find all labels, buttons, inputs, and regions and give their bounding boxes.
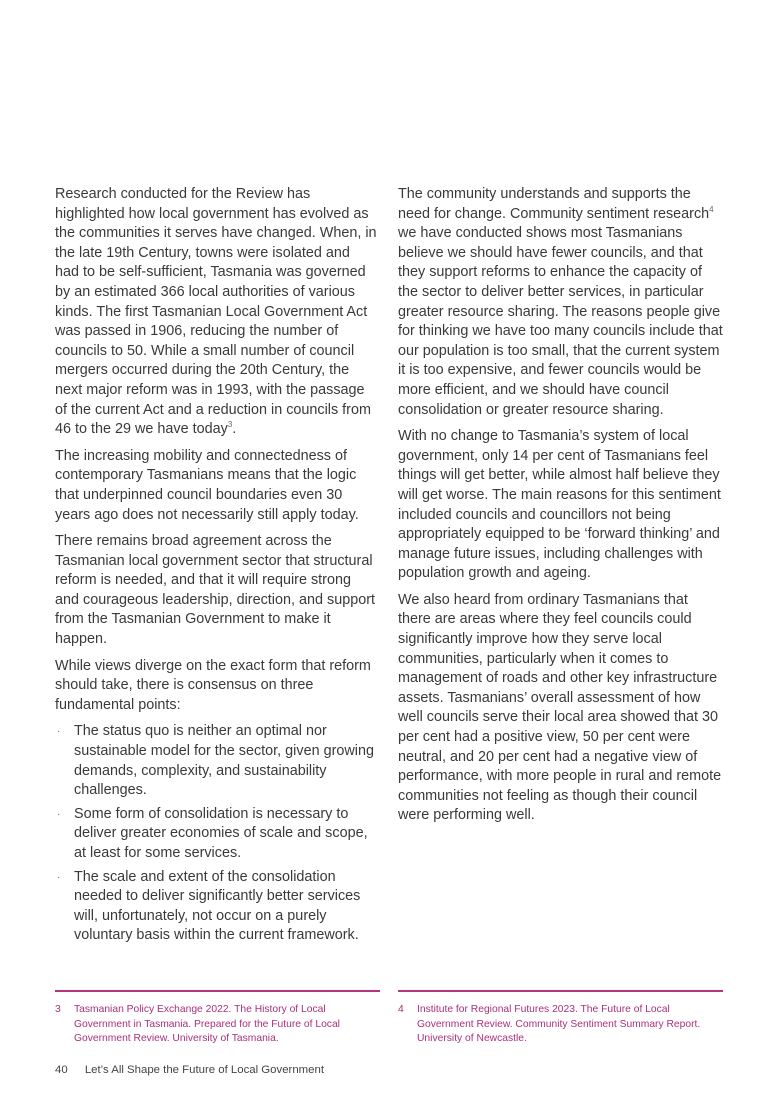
- footnote-divider: [398, 990, 723, 992]
- paragraph-consensus-intro: While views diverge on the exact form that reform should take, there is consensus on three fundamental points:: [55, 657, 371, 713]
- footnote-4: [398, 1003, 723, 1047]
- document-title: Let’s All Shape the Future of Local Government: [84, 1064, 324, 1076]
- footnote-text: Tasmanian Policy Exchange 2022. The History of Local Government in Tasmania. Prepared for the Future of Local Government Review. University of Tasmania.: [74, 1004, 340, 1045]
- left-column: [55, 185, 377, 950]
- consensus-bullet-list: [55, 722, 377, 946]
- bullet-icon: ·: [57, 726, 61, 738]
- footnote-number: 3: [55, 1004, 61, 1015]
- footnote-3: [55, 1003, 380, 1047]
- paragraph-history: Research conducted for the Review has highlighted how local government has evolved as the communities it serves have changed. When, in the late 19th Century, towns were isolated and had to be self-sufficient, Tasmania was governed by an estimated 366 local authorities of various kinds. The first Tasmanian Local Government Act was passed in 1906, reducing the number of councils to 50. While a small number of council mergers occurred during the 20th Century, the next major reform was in 1993, with the passage of the current Act and a reduction in councils from 46 to the 29 we have today$^3$.: [55, 186, 377, 438]
- paragraph-agreement: There remains broad agreement across the Tasmanian local government sector that structural reform is needed, and that it will require strong and courageous leadership, direction, and support from the Tasmanian Government to make it happen.: [55, 533, 376, 648]
- footnote-divider: [55, 990, 380, 992]
- list-item: · The scale and extent of the consolidation needed to deliver significantly better services will, unfortunately, not occur on a purely voluntary basis within the current framework.: [57, 868, 361, 944]
- footnote-text: Institute for Regional Futures 2023. The Future of Local Government Review. Community Sentiment Summary Report. University of Newcastle.: [417, 1004, 701, 1045]
- bullet-icon: ·: [57, 871, 61, 883]
- bullet-icon: ·: [57, 808, 61, 820]
- paragraph-mobility: The increasing mobility and connectedness of contemporary Tasmanians means that the logic that underpinned council boundaries even 30 years ago does not necessarily still apply today.: [55, 447, 359, 523]
- list-item: · Some form of consolidation is necessary to deliver greater economies of scale and scope, at least for some services.: [57, 805, 368, 861]
- page-number: 40: [55, 1064, 68, 1076]
- footnote-number: 4: [398, 1004, 404, 1015]
- page-footer: [55, 1064, 324, 1076]
- list-item: · The status quo is neither an optimal nor sustainable model for the sector, given growing demands, complexity, and sustainability challenges.: [57, 723, 374, 799]
- footnote-ref-4[interactable]: 4: [709, 204, 714, 214]
- paragraph-community-support: The community understands and supports the need for change. Community sentiment research$^4$ we have conducted shows most Tasmanians believe we should have fewer councils, and that they support reforms to enhance the capacity of the sector to deliver better services, in particular greater resource sharing. The reasons people give for thinking we have too many councils include that our population is too small, that the current system it is too expensive, and fewer councils would be more efficient, and we should have council consolidation or greater resource sharing.: [398, 186, 723, 418]
- paragraph-service-assessment: We also heard from ordinary Tasmanians that there are areas where they feel councils could significantly improve how they serve local communities, particularly when it comes to management of roads and other key infrastructure assets. Tasmanians’ overall assessment of how well councils serve their local area showed that 30 per cent had a positive view, 50 per cent were neutral, and 20 per cent had a negative view of performance, with more people in rural and remote communities not feeling as though their council were performing well.: [398, 591, 722, 824]
- right-column: [398, 185, 724, 833]
- footnote-ref-3[interactable]: 3: [227, 420, 233, 430]
- paragraph-no-change: With no change to Tasmania’s system of local government, only 14 per cent of Tasmanians feel things will get better, while almost half believe they will get worse. The main reasons for this sentiment included councils and councillors not being appropriately equipped to be ‘forward thinking’ and manage future issues, including challenges with population growth and ageing.: [398, 428, 721, 582]
